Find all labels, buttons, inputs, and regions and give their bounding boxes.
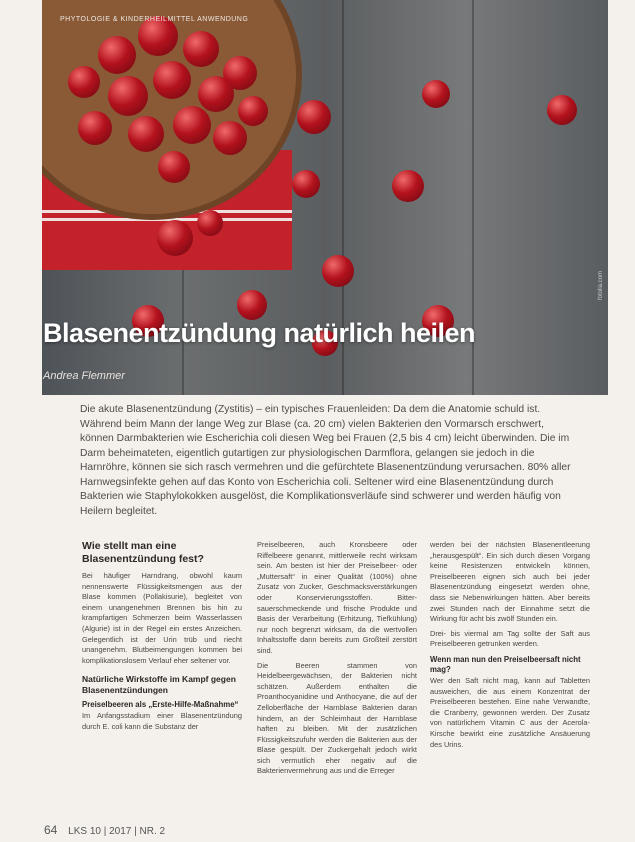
subsection-heading: Preiselbeeren als „Erste-Hilfe-Maßnahme“ [82, 700, 239, 710]
section-kicker: PHYTOLOGIE & KINDERHEILMITTEL ANWENDUNG [60, 16, 249, 23]
body-paragraph: werden bei der nächsten Blasenentleerung „herausgespült“. Ein sich durch diesen Vorgang keine Resistenzen entwickeln können, Preiselbeeren eignen sich auch bei jeder Blasenentzündung eingesetzt werden ohne, dass sie Nebenwirkungen hätten. Aber bereits zwei Stunden nach der Einnahme setzt die Wirkung für acht bis zwölf Stunden ein. [430, 540, 590, 624]
column-1 [82, 540, 242, 737]
cranberry [237, 290, 267, 320]
body-paragraph: Wer den Saft nicht mag, kann auf Tabletten ausweichen, die aus einem Konzentrat der Preiselbeeren bestehen. Eine nahe Verwandte, die Cranberry, gewonnen werden. Der Zusatz von natürlichem Vitamin C aus der Acerola-Kirsche bewirkt eine zusätzliche Ansäuerung des Urins. [430, 675, 590, 749]
page-footer [44, 823, 165, 837]
section-heading: Natürliche Wirkstoffe im Kampf gegen Blasenentzündungen [82, 674, 236, 695]
cranberry [197, 210, 223, 236]
article-lead: Die akute Blasenentzündung (Zystitis) – ein typisches Frauenleiden: Da dem die Anatomie schuld ist. Während beim Mann der lange Weg zur Blase (ca. 20 cm) vielen Bakterien den Vormarsch erschwert, können Darmbakterien wie Escherichia coli diesen Weg bei Frauen (2,5 bis 4 cm) leicht überwinden. Die im Darm beheimateten, eigentlich gutartigen zur physiologischen Darmflora, gelangen sie jedoch in die Harnröhre, können sie sich rasch vermehren und die gefürchtete Blasenentzündung verursachen. 80% aller Harnwegsinfekte gehen auf das Konto von Escherichia coli. Seltener wird eine Blasenentzündung durch Bakterien wie Staphylokokken ausgelöst, die Komplikationsverläufe sind schwerer und werden häufig von Heilern begleitet. [80, 404, 571, 517]
cranberry [547, 95, 577, 125]
body-paragraph: Drei- bis viermal am Tag sollte der Saft aus Preiselbeeren getrunken werden. [430, 628, 590, 649]
body-paragraph: Die Beeren stammen von Heidelbeergewächsen, der Bakterien nicht schätzen. Außerdem enthalten die Proanthocyanidine und Anthocyane, die auf der Zelloberfläche der Harnblase Bakterien daran hindern, an der Schleimhaut der Harnblase haften zu bleiben. Mit der zusätzlichen Flüssigkeitszufuhr werden die Bakterien aus der Blase gespült. Der Zuckergehalt jedoch wirkt sich vermutlich eher negativ auf die Bakterienvermehrung aus und die Erreger [257, 660, 417, 776]
subsection-heading: Wenn man nun den Preiselbeersaft nicht mag? [430, 654, 581, 674]
cranberry [422, 80, 450, 108]
column-2 [257, 540, 417, 781]
cranberry [297, 100, 331, 134]
cranberry [322, 255, 354, 287]
article-author: Andrea Flemmer [43, 370, 125, 382]
body-paragraph: Im Anfangsstadium einer Blasenentzündung durch E. coli kann die Substanz der [82, 711, 242, 731]
article-title: Blasenentzündung natürlich heilen [43, 318, 476, 348]
section-heading: Wie stellt man eine Blasenentzündung fest? [82, 540, 204, 565]
body-paragraph: Preiselbeeren, auch Kronsbeere oder Riffelbeere genannt, mittlerweile recht wirksam sein. Am besten ist hier der Preiselbeer- oder „Muttersaft“ in einer Qualität (100%) ohne Zusatz von Zucker, Geschmacksverstärkungen oder Konservierungsstoffen. Bitter-sauerschmeckende und frische Produkte und Basis der Verarbeitung (Erhitzung, Tiefkühlung) nur noch begrenzt wirksam, da die wertvollen Inhaltsstoffe dann bereits zum Großteil zerstört sind. [257, 540, 417, 655]
issue-label: LKS 10 | 2017 | NR. 2 [68, 826, 166, 837]
column-3 [430, 540, 590, 754]
cranberry [392, 170, 424, 202]
photo-credit: fotolia.com [598, 270, 604, 300]
cranberry [157, 220, 193, 256]
cranberry [292, 170, 320, 198]
body-paragraph: Bei häufiger Harndrang, obwohl kaum nennenswerte Flüssigkeitsmengen aus der Blase kommen (Pollakisurie), begleitet von einem unangenehmen Brennen bis hin zu krampfartigen Schmerzen beim Wasserlassen (Algurie) ist in der Regel ein erstes Anzeichen. Gelegentlich ist der Urin trüb und riecht unangenehm. Blutbeimengungen kommen bei komplikationslosem Verlauf eher seltener vor. [82, 571, 242, 665]
page-number: 64 [44, 823, 58, 837]
